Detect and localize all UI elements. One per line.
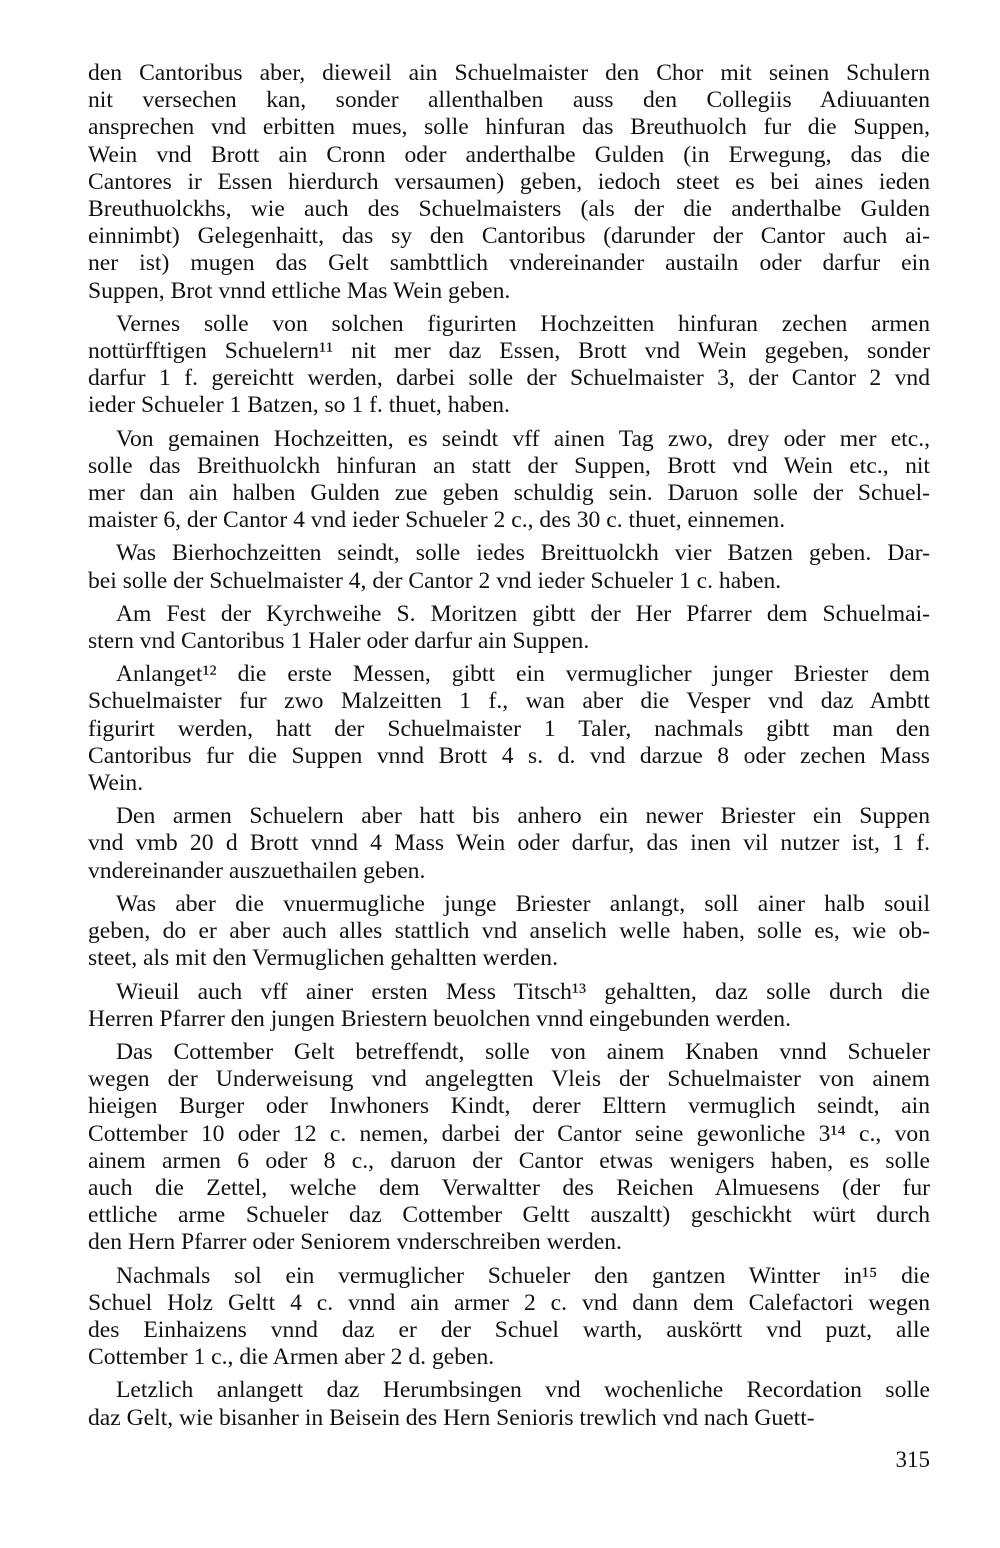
text-line: Herren Pfarrer den jungen Briestern beuolchen vnnd eingebunden werden. (88, 1005, 791, 1032)
text-line: ansprechen vnd erbitten mues, solle hinfuran das Breuthuolch fur die Suppen, (88, 114, 930, 141)
page-number: 315 (895, 1447, 930, 1472)
text-line: Was aber die vnuermugliche junge Briester anlangt, soll ainer halb souil (116, 890, 930, 917)
paragraph (88, 601, 930, 655)
text-line: Suppen, Brot vnnd ettliche Mas Wein geben. (88, 277, 511, 304)
text-line: Was Bierhochzeitten seindt, solle iedes Breittuolckh vier Batzen geben. Dar- (116, 540, 930, 567)
text-line: auch die Zettel, welche dem Verwaltter des Reichen Almuesens (der fur (88, 1174, 930, 1201)
text-line: Schuel Holz Geltt 4 c. vnnd ain armer 2 c. vnd dann dem Calefactori wegen (88, 1289, 930, 1316)
text-line: solle das Breithuolckh hinfuran an statt der Suppen, Brott vnd Wein etc., nit (88, 452, 930, 479)
text-line: nit versechen kan, sonder allenthalben auss den Collegiis Adiuuanten (88, 87, 930, 114)
text-line: Das Cottember Gelt betreffendt, solle von ainem Knaben vnnd Schueler (116, 1038, 930, 1065)
text-line: Anlanget¹² die erste Messen, gibtt ein vermuglicher junger Briester dem (116, 661, 930, 688)
page-body (88, 60, 930, 1500)
text-line: Den armen Schuelern aber hatt bis anhero ein newer Briester ein Suppen (116, 803, 930, 830)
paragraph (88, 540, 930, 594)
paragraph (88, 311, 930, 420)
text-line: stern vnd Cantoribus 1 Haler oder darfur ain Suppen. (88, 628, 590, 655)
paragraph (88, 891, 930, 973)
paragraph (88, 426, 930, 535)
text-line: bei solle der Schuelmaister 4, der Cantor 2 vnd ieder Schueler 1 c. haben. (88, 567, 782, 594)
text-line: ieder Schueler 1 Batzen, so 1 f. thuet, haben. (88, 392, 510, 419)
paragraph (88, 60, 930, 305)
text-line: ner ist) mugen das Gelt sambttlich vndereinander austailn oder darfur ein (88, 250, 930, 277)
text-line: Schuelmaister fur zwo Malzeitten 1 f., wan aber die Vesper vnd daz Ambtt (88, 688, 930, 715)
text-line: Wein vnd Brott ain Cronn oder anderthalbe Gulden (in Erwegung, das die (88, 141, 930, 168)
text-line: Cantores ir Essen hierdurch versaumen) geben, iedoch steet es bei aines ieden (88, 168, 930, 195)
text-line: Am Fest der Kyrchweihe S. Moritzen gibtt der Her Pfarrer dem Schuelmai- (116, 600, 930, 627)
text-line: darfur 1 f. gereichtt werden, darbei solle der Schuelmaister 3, der Cantor 2 vnd (88, 365, 930, 392)
text-line: steet, als mit den Vermuglichen gehaltten werden. (88, 945, 558, 972)
text-line: den Cantoribus aber, dieweil ain Schuelmaister den Chor mit seinen Schulern (88, 60, 930, 86)
text-line: ettliche arme Schueler daz Cottember Geltt auszaltt) geschickht würt durch (88, 1202, 930, 1229)
paragraph (88, 1039, 930, 1257)
text-line: vndereinander auszuethailen geben. (88, 857, 426, 884)
text-line: hieigen Burger oder Inwhoners Kindt, derer Elttern vermuglich seindt, ain (88, 1093, 930, 1120)
text-line: daz Gelt, wie bisanher in Beisein des Hern Senioris trewlich vnd nach Guett- (88, 1404, 815, 1431)
text-line: Wieuil auch vff ainer ersten Mess Titsch¹³ gehaltten, daz solle durch die (116, 978, 930, 1005)
text-line: Nachmals sol ein vermuglicher Schueler den gantzen Wintter in¹⁵ die (116, 1262, 930, 1289)
text-line: ainem armen 6 oder 8 c., daruon der Cantor etwas wenigers haben, es solle (88, 1147, 930, 1174)
text-line: Vernes solle von solchen figurirten Hochzeitten hinfuran zechen armen (116, 310, 930, 337)
text-line: Wein. (88, 770, 144, 797)
paragraph (88, 661, 930, 797)
text-line: nottürfftigen Schuelern¹¹ nit mer daz Essen, Brott vnd Wein gegeben, sonder (88, 338, 930, 365)
text-line: mer dan ain halben Gulden zue geben schuldig sein. Daruon solle der Schuel- (88, 480, 930, 507)
text-line: Cantoribus fur die Suppen vnnd Brott 4 s. d. vnd darzue 8 oder zechen Mass (88, 742, 930, 769)
text-line: vnd vmb 20 d Brott vnnd 4 Mass Wein oder darfur, das inen vil nutzer ist, 1 f. (88, 830, 930, 857)
paragraph (88, 1263, 930, 1372)
text-line: geben, do er aber auch alles stattlich vnd anselich welle haben, solle es, wie ob- (88, 918, 930, 945)
paragraph (88, 803, 930, 885)
text-line: des Einhaizens vnnd daz er der Schuel warth, auskörtt vnd puzt, alle (88, 1316, 930, 1343)
text-line: maister 6, der Cantor 4 vnd ieder Schueler 2 c., des 30 c. thuet, einnemen. (88, 507, 786, 534)
text-line: Letzlich anlangett daz Herumbsingen vnd wochenliche Recordation solle (116, 1377, 930, 1404)
text-line: figurirt werden, hatt der Schuelmaister 1 Taler, nachmals gibtt man den (88, 715, 930, 742)
text-line: Cottember 1 c., die Armen aber 2 d. geben. (88, 1344, 495, 1371)
text-line: Von gemainen Hochzeitten, es seindt vff ainen Tag zwo, drey oder mer etc., (116, 425, 930, 452)
paragraph (88, 1377, 930, 1431)
text-line: Cottember 10 oder 12 c. nemen, darbei der Cantor seine gewonliche 3¹⁴ c., von (88, 1120, 930, 1147)
text-line: wegen der Underweisung vnd angelegtten Vleis der Schuelmaister von ainem (88, 1066, 930, 1093)
text-line: Breuthuolckhs, wie auch des Schuelmaisters (als der die anderthalbe Gulden (88, 196, 930, 223)
paragraph (88, 979, 930, 1033)
text-line: einnimbt) Gelegenhaitt, das sy den Cantoribus (darunder der Cantor auch ai- (88, 223, 930, 250)
text-line: den Hern Pfarrer oder Seniorem vnderschreiben werden. (88, 1229, 622, 1256)
